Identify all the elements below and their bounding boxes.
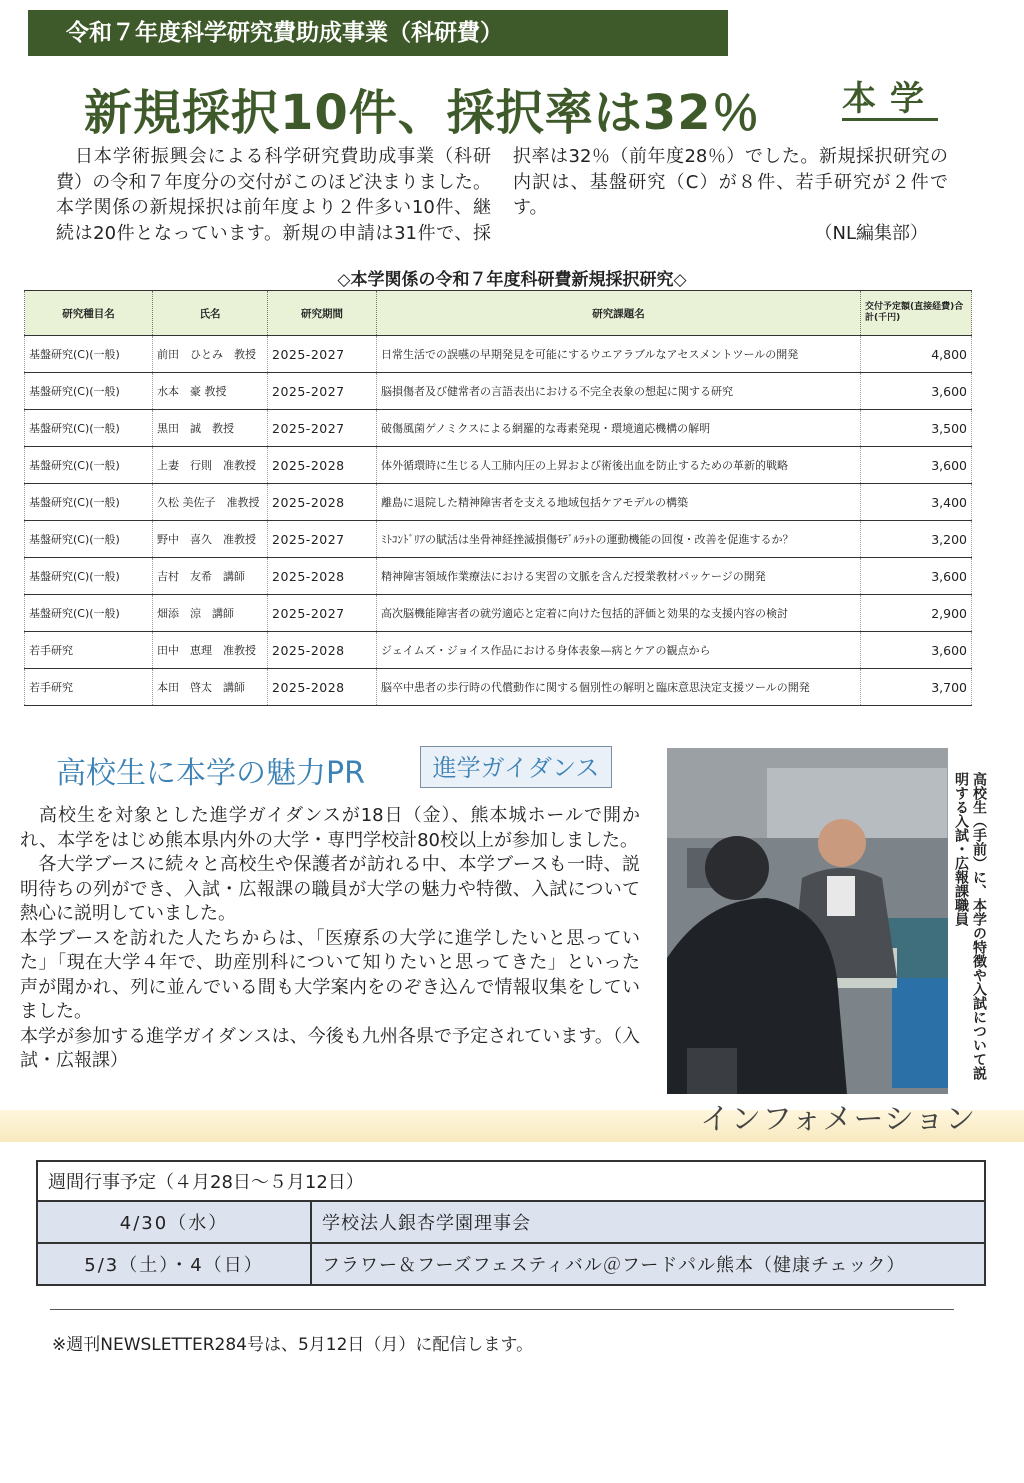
cell-period: 2025-2028 <box>268 447 377 484</box>
cell-amount: 3,200 <box>861 521 972 558</box>
table-header-row <box>25 291 972 336</box>
schedule-header-row <box>37 1161 985 1201</box>
cell-period: 2025-2027 <box>268 373 377 410</box>
cell-type: 基盤研究(C)(一般) <box>25 373 153 410</box>
guidance-tag: 進学ガイダンス <box>420 746 612 788</box>
event-name: フラワー＆フーズフェスティバル＠フードパル熊本（健康チェック） <box>311 1243 985 1285</box>
cell-title: ﾐﾄｺﾝﾄﾞﾘｱの賦活は坐骨神経挫滅損傷ﾓﾃﾞﾙﾗｯﾄの運動機能の回復・改善を促進するか？ <box>377 521 861 558</box>
guidance-paragraph: 各大学ブースに続々と高校生や保護者が訪れる中、本学ブースも一時、説明待ちの列ができ、入試・広報課の職員が大学の魅力や特徴、入試について熱心に説明していました。 <box>20 854 640 924</box>
cell-amount: 4,800 <box>861 336 972 373</box>
guidance-paragraph: 本学が参加する進学ガイダンスは、今後も九州各県で予定されています。（入試・広報課） <box>20 1025 640 1071</box>
cell-amount: 3,600 <box>861 558 972 595</box>
cell-period: 2025-2028 <box>268 484 377 521</box>
event-date: 4/30（水） <box>37 1201 311 1243</box>
cell-type: 若手研究 <box>25 669 153 706</box>
table-row <box>25 558 972 595</box>
guidance-paragraph: 本学ブースを訪れた人たちからは、「医療系の大学に進学したいと思っていた」「現在大学４年で、助産別科について知りたいと思ってきた」といった声が聞かれ、列に並んでいる間も大学案内をのぞき込んで情報収集をしていました。 <box>20 927 640 1022</box>
table-row <box>25 595 972 632</box>
cell-amount: 3,600 <box>861 632 972 669</box>
cell-title: 高次脳機能障害者の就労適応と定着に向けた包括的評価と効果的な支援内容の検討 <box>377 595 861 632</box>
headline-tag: 本学 <box>842 79 938 119</box>
cell-title: 離島に退院した精神障害者を支える地域包括ケアモデルの構築 <box>377 484 861 521</box>
cell-amount: 3,500 <box>861 410 972 447</box>
table-row <box>25 484 972 521</box>
cell-name: 本田 啓太 講師 <box>153 669 268 706</box>
cell-type: 基盤研究(C)(一般) <box>25 410 153 447</box>
cell-type: 基盤研究(C)(一般) <box>25 595 153 632</box>
table-row <box>25 410 972 447</box>
guidance-paragraph: 高校生を対象とした進学ガイダンスが18日（金）、熊本城ホールで開かれ、本学をはじめ熊本県内外の大学・専門学校計80校以上が参加しました。 <box>20 805 640 851</box>
cell-period: 2025-2027 <box>268 336 377 373</box>
cell-type: 基盤研究(C)(一般) <box>25 521 153 558</box>
cell-amount: 3,400 <box>861 484 972 521</box>
cell-name: 野中 喜久 准教授 <box>153 521 268 558</box>
table-row <box>25 336 972 373</box>
cell-title: 脳損傷者及び健常者の言語表出における不完全表象の想起に関する研究 <box>377 373 861 410</box>
photo-illustration <box>667 748 948 1094</box>
cell-title: 破傷風菌ゲノミクスによる網羅的な毒素発現・環境適応機構の解明 <box>377 410 861 447</box>
cell-name: 水本 豪 教授 <box>153 373 268 410</box>
cell-period: 2025-2028 <box>268 632 377 669</box>
cell-name: 畑添 涼 講師 <box>153 595 268 632</box>
intro-text: 日本学術振興会による科学研究費助成事業（科研費）の令和７年度分の交付がこのほど決まりました。本学関係の新規採択は前年度より２件多い10件、継続は20件となっています。新規の申請は31件で、採択率は32％（前年度28％）でした。新規採択研究の内訳は、基盤研究（C）が８件、若手研究が２件です。 <box>56 146 948 244</box>
cell-amount: 3,700 <box>861 669 972 706</box>
cell-amount: 3,600 <box>861 447 972 484</box>
cell-name: 黒田 誠 教授 <box>153 410 268 447</box>
schedule-row <box>37 1243 985 1285</box>
schedule-title: 週間行事予定（４月28日～５月12日） <box>37 1161 985 1201</box>
event-date: 5/3（土）・4（日） <box>37 1243 311 1285</box>
cell-name: 上妻 行則 准教授 <box>153 447 268 484</box>
cell-amount: 2,900 <box>861 595 972 632</box>
photo-caption: 高校生（手前）に、本学の特徴や入試について説明する入試・広報課職員 <box>953 772 987 1080</box>
headline: 新規採択10件、採択率は32％ <box>84 85 761 141</box>
col-header-name: 氏名 <box>153 291 268 336</box>
cell-type: 基盤研究(C)(一般) <box>25 336 153 373</box>
cell-name: 吉村 友希 講師 <box>153 558 268 595</box>
cell-period: 2025-2027 <box>268 595 377 632</box>
cell-name: 前田 ひとみ 教授 <box>153 336 268 373</box>
cell-amount: 3,600 <box>861 373 972 410</box>
cell-title: 日常生活での誤嚥の早期発見を可能にするウエアラブルなアセスメントツールの開発 <box>377 336 861 373</box>
guidance-title: 高校生に本学の魅力PR <box>56 756 365 791</box>
cell-title: 体外循環時に生じる人工肺内圧の上昇および術後出血を防止するための革新的戦略 <box>377 447 861 484</box>
cell-period: 2025-2028 <box>268 669 377 706</box>
cell-name: 久松 美佐子 准教授 <box>153 484 268 521</box>
guidance-article <box>20 804 640 1074</box>
guidance-photo <box>667 748 948 1094</box>
event-name: 学校法人銀杏学園理事会 <box>311 1201 985 1243</box>
table-row <box>25 632 972 669</box>
table-row <box>25 373 972 410</box>
col-header-type: 研究種目名 <box>25 291 153 336</box>
cell-period: 2025-2028 <box>268 558 377 595</box>
schedule-row <box>37 1201 985 1243</box>
divider <box>50 1309 954 1310</box>
table-row <box>25 447 972 484</box>
footnote: ※週刊NEWSLETTER284号は、5月12日（月）に配信します。 <box>52 1335 534 1355</box>
cell-title: 精神障害領域作業療法における実習の文脈を含んだ授業教材パッケージの開発 <box>377 558 861 595</box>
intro-article <box>56 144 948 246</box>
cell-type: 若手研究 <box>25 632 153 669</box>
cell-period: 2025-2027 <box>268 521 377 558</box>
table-row <box>25 669 972 706</box>
grants-table <box>24 290 972 706</box>
cell-title: ジェイムズ・ジョイス作品における身体表象—病とケアの観点から <box>377 632 861 669</box>
info-title: インフォメーション <box>700 1102 977 1137</box>
cell-type: 基盤研究(C)(一般) <box>25 447 153 484</box>
table-row <box>25 521 972 558</box>
col-header-period: 研究期間 <box>268 291 377 336</box>
cell-title: 脳卒中患者の歩行時の代償動作に関する個別性の解明と臨床意思決定支援ツールの開発 <box>377 669 861 706</box>
cell-type: 基盤研究(C)(一般) <box>25 558 153 595</box>
schedule-table <box>36 1160 986 1286</box>
cell-name: 田中 恵理 准教授 <box>153 632 268 669</box>
cell-type: 基盤研究(C)(一般) <box>25 484 153 521</box>
col-header-title: 研究課題名 <box>377 291 861 336</box>
table-caption: ◇本学関係の令和７年度科研費新規採択研究◇ <box>337 270 687 290</box>
cell-period: 2025-2027 <box>268 410 377 447</box>
col-header-amount: 交付予定額(直接経費)合計(千円) <box>861 291 972 336</box>
section-banner: 令和７年度科学研究費助成事業（科研費） <box>28 10 728 56</box>
intro-signature: （NL編集部） <box>814 222 928 244</box>
